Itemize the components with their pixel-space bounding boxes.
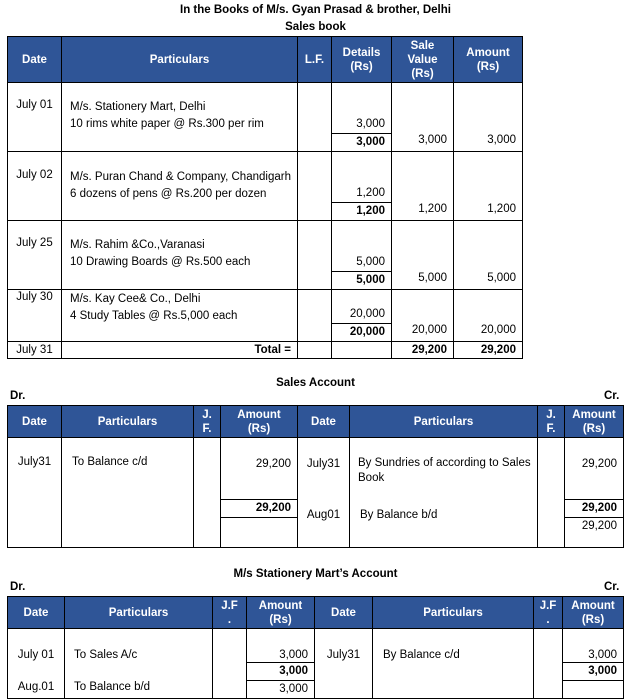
row-date: July 30 (16, 291, 53, 303)
col-amount: Amount (Rs) (565, 406, 624, 438)
left-particulars: To Balance c/d (72, 456, 148, 468)
right-amount-total: 3,000 (563, 662, 623, 681)
row-amount: 3,000 (487, 134, 516, 146)
col-amount: Amount (Rs) (221, 406, 298, 438)
row-item: 6 dozens of pens @ Rs.200 per dozen (70, 188, 267, 200)
row-date: July 25 (16, 237, 53, 249)
col-date: Date (8, 406, 62, 438)
col-date: Date (8, 597, 65, 629)
col-particulars: Particulars (62, 37, 298, 83)
right-date: July31 (326, 649, 361, 661)
row-sale-value: 1,200 (418, 203, 447, 215)
right-amount: 29,200 (581, 458, 617, 470)
total-sale-value: 29,200 (411, 344, 447, 356)
total-label: Total = (254, 344, 291, 356)
col-sale-value: Sale Value (Rs) (392, 37, 454, 83)
table-row (8, 152, 523, 221)
right-bd-particulars: By Balance b/d (360, 509, 438, 521)
row-details: 20,000 (349, 308, 385, 320)
left-amount: 3,000 (279, 649, 308, 661)
stationery-account-title: M/s Stationery Mart’s Account (233, 568, 398, 580)
stationery-account-header (8, 597, 624, 629)
right-date: July31 (306, 458, 341, 470)
table-row (8, 83, 523, 152)
page-subtitle: Sales book (285, 21, 346, 33)
row-amount: 20,000 (480, 324, 516, 336)
row-date: July 02 (16, 169, 53, 181)
row-date: July 01 (16, 99, 53, 111)
right-particulars: By Balance c/d (383, 649, 460, 661)
col-lf: L.F. (298, 37, 332, 83)
row-details-total: 20,000 (332, 323, 391, 341)
sales-account-header (8, 406, 624, 438)
row-party: M/s. Stationery Mart, Delhi (70, 101, 206, 113)
total-amount: 29,200 (480, 344, 516, 356)
left-amount: 29,200 (255, 458, 291, 470)
col-particulars: Particulars (350, 406, 538, 438)
sales-account-dr: Dr. (10, 390, 26, 402)
row-details-total: 3,000 (332, 133, 391, 151)
sales-account-title: Sales Account (276, 377, 355, 389)
sales-book-header (8, 37, 523, 83)
row-sale-value: 5,000 (418, 272, 447, 284)
col-particulars: Particulars (65, 597, 213, 629)
row-party: M/s. Kay Cee& Co., Delhi (70, 293, 201, 305)
row-item: 4 Study Tables @ Rs.5,000 each (70, 310, 238, 322)
left-date: July31 (17, 456, 52, 468)
right-amount: 3,000 (588, 649, 617, 661)
table-row (8, 290, 523, 342)
row-party: M/s. Rahim &Co.,Varanasi (70, 239, 205, 251)
sales-book-table (7, 36, 523, 359)
total-row (8, 342, 523, 359)
col-details: Details (Rs) (332, 37, 392, 83)
stationery-account-table (7, 596, 624, 699)
row-details: 5,000 (356, 256, 385, 268)
row-sale-value: 3,000 (418, 134, 447, 146)
table-row (8, 438, 624, 548)
col-date: Date (298, 406, 350, 438)
table-row (8, 629, 624, 699)
left-amount-total: 29,200 (221, 499, 297, 518)
row-details-total: 1,200 (332, 202, 391, 220)
col-particulars: Particulars (62, 406, 194, 438)
left-bd-date: Aug.01 (17, 681, 55, 693)
col-jf: J.F . (534, 597, 563, 629)
left-particulars: To Sales A/c (74, 649, 138, 661)
table-row (8, 221, 523, 290)
col-amount: Amount (Rs) (454, 37, 523, 83)
right-particulars: By Sundries of according to Sales Book (358, 457, 531, 484)
col-date: Date (8, 37, 62, 83)
left-bd-particulars: To Balance b/d (74, 681, 151, 693)
col-jf: J. F. (538, 406, 565, 438)
row-amount: 5,000 (487, 272, 516, 284)
row-amount: 1,200 (487, 203, 516, 215)
col-amount: Amount (Rs) (247, 597, 315, 629)
col-jf: J. F. (194, 406, 221, 438)
row-party: M/s. Puran Chand & Company, Chandigarh (70, 171, 291, 183)
right-amount-total: 29,200 (565, 499, 623, 518)
row-details: 1,200 (356, 187, 385, 199)
total-date: July 31 (16, 344, 53, 356)
row-details: 3,000 (356, 118, 385, 130)
left-date: July 01 (17, 649, 55, 661)
col-date: Date (315, 597, 373, 629)
row-item: 10 Drawing Boards @ Rs.500 each (70, 256, 251, 268)
row-item: 10 rims white paper @ Rs.300 per rim (70, 118, 264, 130)
row-details-total: 5,000 (332, 271, 391, 289)
sales-account-table (7, 405, 624, 548)
left-amount-total: 3,000 (247, 662, 314, 681)
stationery-account-cr: Cr. (604, 581, 620, 593)
sales-account-cr: Cr. (604, 390, 620, 402)
page-title: In the Books of M/s. Gyan Prasad & brother, Delhi (180, 4, 451, 16)
right-bd-amount: 29,200 (581, 520, 617, 532)
col-particulars: Particulars (373, 597, 534, 629)
row-sale-value: 20,000 (411, 324, 447, 336)
stationery-account-dr: Dr. (10, 581, 26, 593)
col-jf: J.F . (213, 597, 247, 629)
col-amount: Amount (Rs) (563, 597, 624, 629)
right-bd-date: Aug01 (306, 509, 341, 521)
left-bd-amount: 3,000 (279, 683, 308, 695)
